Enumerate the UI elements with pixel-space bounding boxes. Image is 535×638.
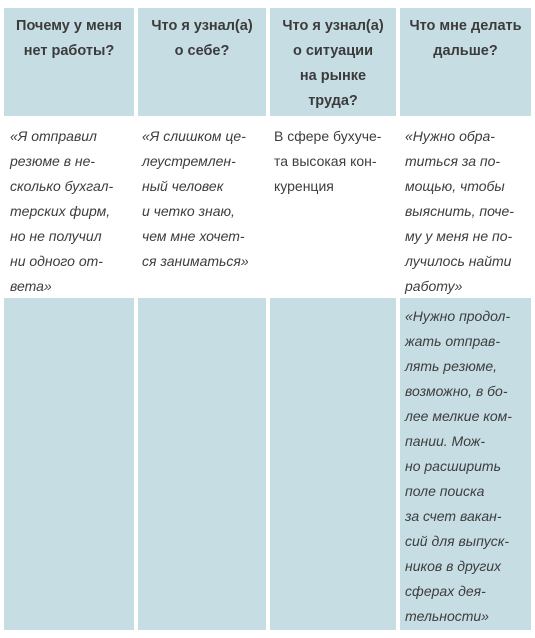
cell-line: резюме в не- xyxy=(10,153,96,169)
header-why-no-job xyxy=(4,8,134,116)
cell-line: поле поиска xyxy=(405,483,485,499)
cell-line: сколько бухгал- xyxy=(10,178,114,194)
header-line: дальше? xyxy=(433,43,498,59)
header-what-next xyxy=(400,8,531,116)
cell-row2-col1 xyxy=(4,298,134,630)
cell-line: «Я отправил xyxy=(10,128,97,144)
cell-line: лять резюме, xyxy=(405,358,498,374)
cell-line: мощью, чтобы xyxy=(405,178,505,194)
cell-row2-col2 xyxy=(138,298,266,630)
header-line: труда? xyxy=(308,93,358,109)
header-about-myself xyxy=(138,8,266,116)
cell-line: чем мне хочет- xyxy=(142,228,245,244)
cell-line: титься за по- xyxy=(405,153,501,169)
cell-line: за счет вакан- xyxy=(405,508,502,524)
cell-line: но не получил xyxy=(10,228,102,244)
cell-row2-col3 xyxy=(270,298,396,630)
cell-line: ников в других xyxy=(405,558,502,574)
cell-line: терских фирм, xyxy=(10,203,111,219)
cell-line: вета» xyxy=(10,278,52,294)
header-line: Что я узнал(а) xyxy=(282,18,384,34)
header-line: Что я узнал(а) xyxy=(151,18,253,34)
cell-row1-col2 xyxy=(138,120,266,294)
cell-line: и четко знаю, xyxy=(142,203,235,219)
header-line: Почему у меня xyxy=(16,18,122,34)
header-line: о ситуации xyxy=(292,43,373,59)
cell-line: «Нужно продол- xyxy=(405,308,511,324)
cell-row1-col3 xyxy=(270,120,396,294)
cell-line: тельности» xyxy=(405,608,489,624)
cell-line: леустремлен- xyxy=(142,153,236,169)
cell-line: ся заниматься» xyxy=(142,253,249,269)
cell-line: работу» xyxy=(405,278,463,294)
cell-line: В сфере бухуче- xyxy=(274,128,382,144)
cell-line: ный человек xyxy=(142,178,224,194)
cell-line: «Нужно обра- xyxy=(405,128,495,144)
header-line: Что мне делать xyxy=(409,18,522,34)
cell-line: сферах дея- xyxy=(405,583,486,599)
cell-line: «Я слишком це- xyxy=(142,128,246,144)
cell-row1-col4 xyxy=(400,120,531,294)
cell-line: куренция xyxy=(274,178,334,194)
cell-line: возможно, в бо- xyxy=(405,383,508,399)
header-line: нет работы? xyxy=(23,43,115,59)
cell-line: ни одного от- xyxy=(10,253,103,269)
header-line: о себе? xyxy=(174,43,230,59)
cell-line: пании. Мож- xyxy=(405,433,485,449)
header-labor-market xyxy=(270,8,396,116)
cell-line: та высокая кон- xyxy=(274,153,377,169)
cell-line: жать отправ- xyxy=(405,333,501,349)
cell-row2-col4 xyxy=(400,298,531,630)
cell-line: но расширить xyxy=(405,458,501,474)
cell-row1-col1 xyxy=(4,120,134,294)
cell-line: лее мелкие ком- xyxy=(405,408,512,424)
cell-line: сий для выпуск- xyxy=(405,533,510,549)
cell-line: лучилось найти xyxy=(405,253,512,269)
cell-line: выяснить, поче- xyxy=(405,203,514,219)
header-line: на рынке xyxy=(299,68,367,84)
cell-line: му у меня не по- xyxy=(405,228,513,244)
